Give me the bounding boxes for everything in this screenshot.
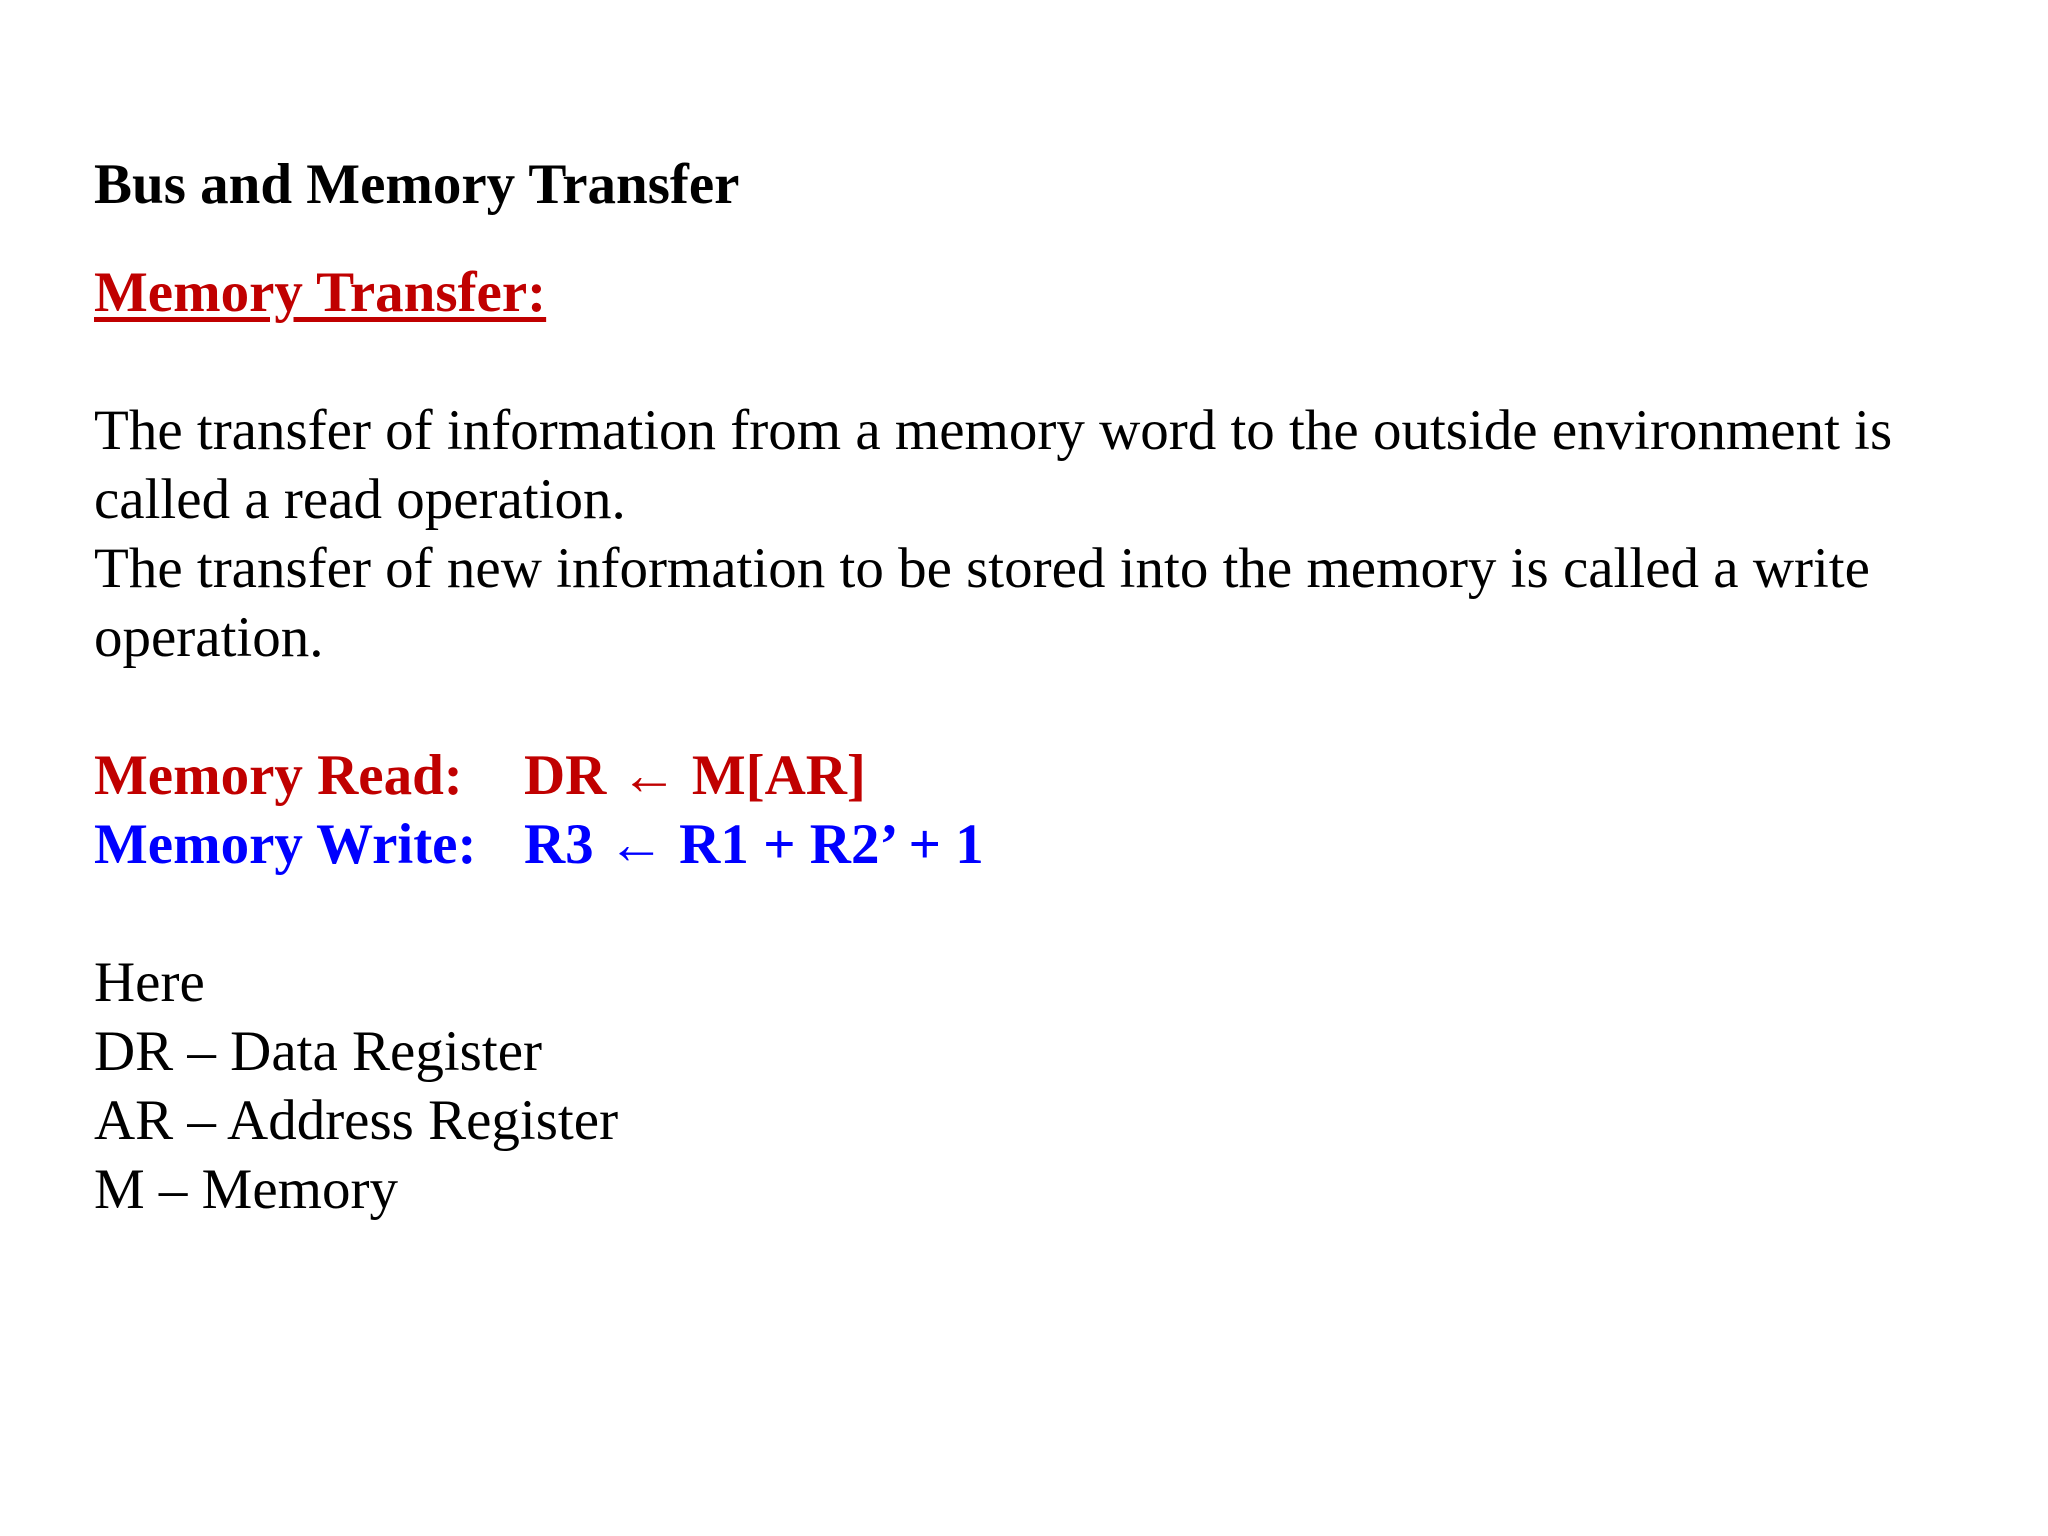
section-heading-memory-transfer: Memory Transfer: bbox=[94, 261, 547, 324]
memory-write-expression: R3 ← R1 + R2’ + 1 bbox=[524, 813, 984, 876]
register-legend bbox=[94, 948, 1974, 1224]
legend-item-ar: AR – Address Register bbox=[94, 1089, 619, 1152]
legend-item-m: M – Memory bbox=[94, 1158, 398, 1221]
memory-write-label: Memory Write: bbox=[94, 813, 477, 876]
write-operation-description: The transfer of new information to be stored into the memory is called a write operation. bbox=[94, 537, 1870, 669]
slide-title: Bus and Memory Transfer bbox=[94, 153, 740, 216]
memory-read-expression: DR ← M[AR] bbox=[524, 744, 866, 807]
read-operation-description: The transfer of information from a memory word to the outside environment is called a read operation. bbox=[94, 399, 1893, 531]
transfer-equations bbox=[94, 741, 1974, 879]
memory-read-line bbox=[94, 741, 1974, 810]
memory-write-line bbox=[94, 810, 1974, 879]
memory-read-label: Memory Read: bbox=[94, 744, 463, 807]
legend-item-dr: DR – Data Register bbox=[94, 1020, 542, 1083]
slide-content bbox=[94, 150, 1974, 1224]
legend-intro: Here bbox=[94, 951, 205, 1014]
description-block bbox=[94, 396, 1974, 672]
